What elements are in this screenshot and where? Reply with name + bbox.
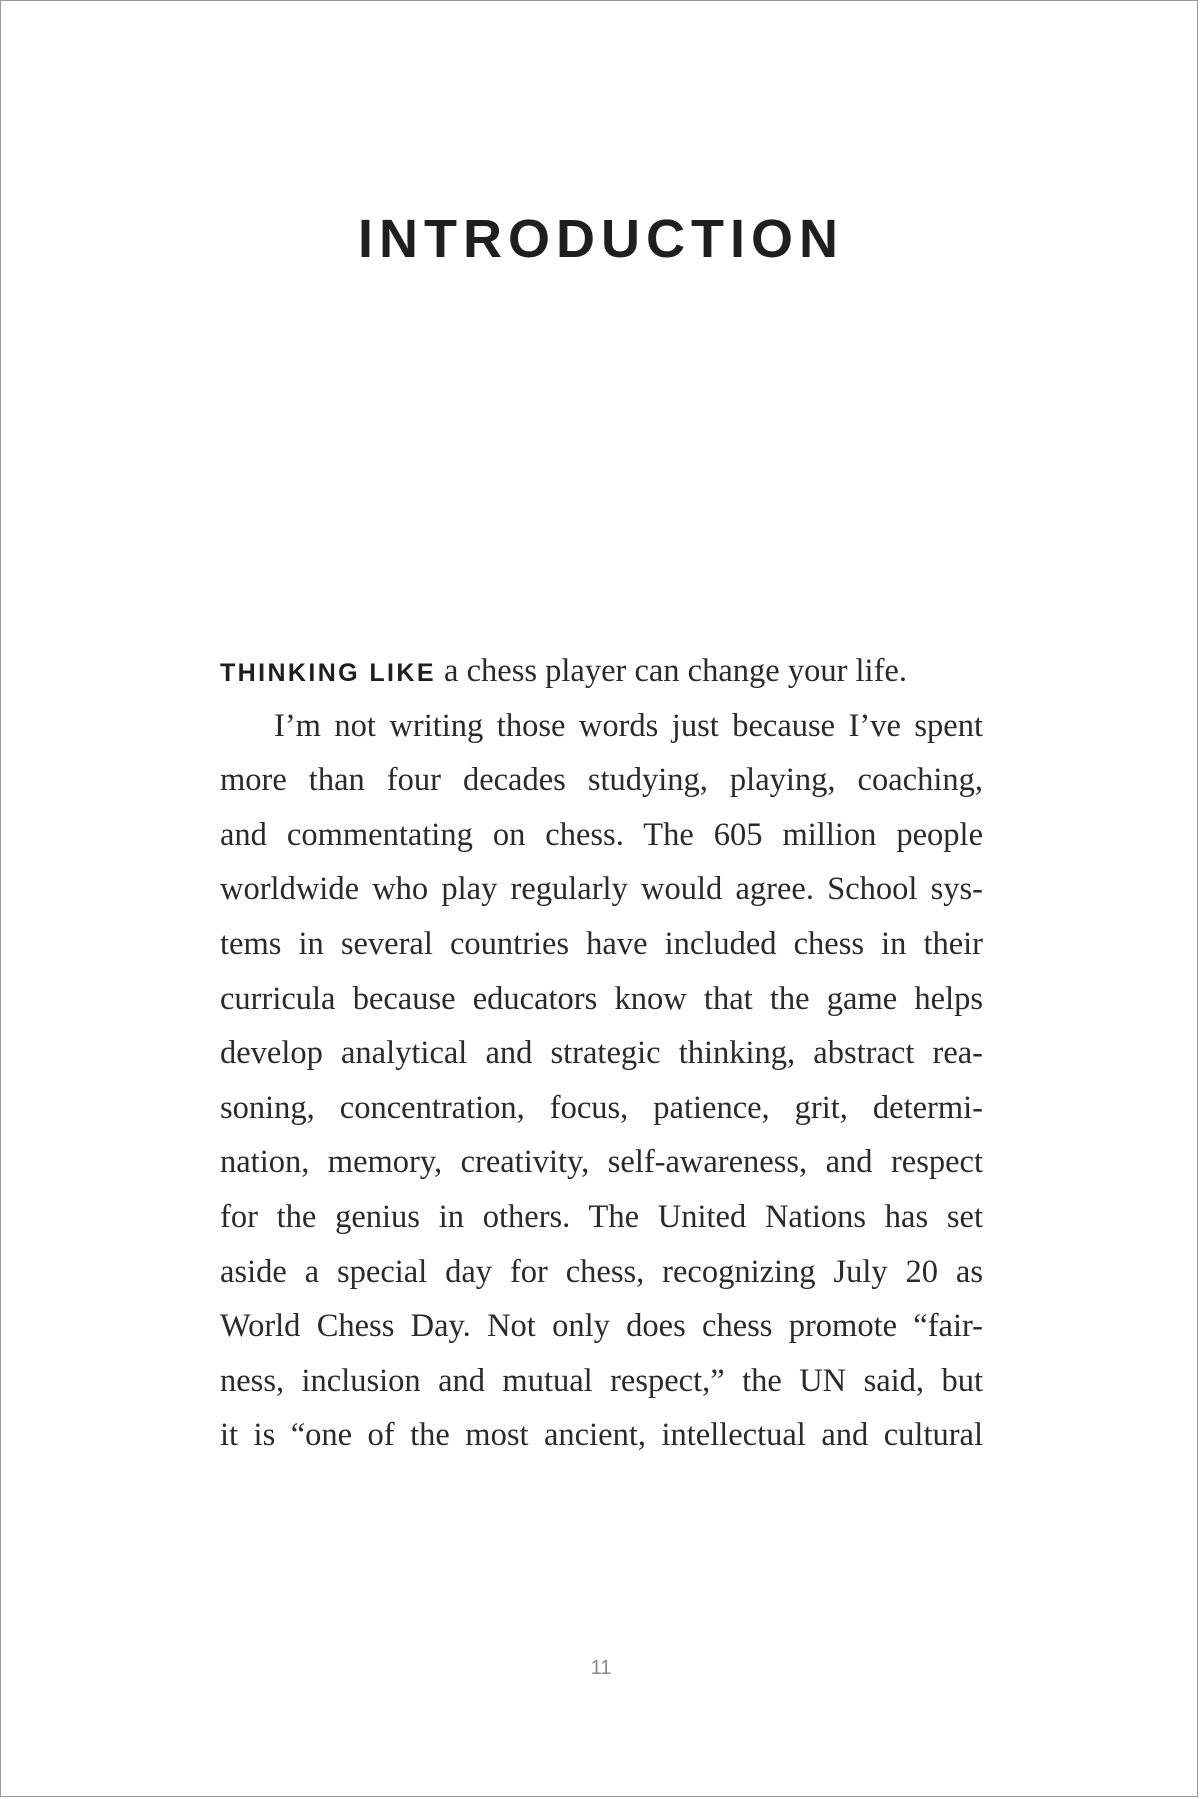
body-text xyxy=(220,644,983,1463)
text-line: for the genius in others. The United Nations has set xyxy=(220,1198,983,1235)
chapter-title: INTRODUCTION xyxy=(358,209,844,269)
text-line: nation, memory, creativity, self-awareness, and respect xyxy=(220,1144,983,1181)
text-line: more than four decades studying, playing, coaching, xyxy=(220,762,983,799)
text-line: I’m not writing those words just because I’ve spent xyxy=(274,707,983,744)
text-line: tems in several countries have included chess in their xyxy=(220,925,983,962)
text-line xyxy=(220,644,983,699)
text-line: and commentating on chess. The 605 million people xyxy=(220,816,983,853)
text-line: develop analytical and strategic thinking, abstract rea- xyxy=(220,1035,983,1072)
text-line: it is “one of the most ancient, intellectual and cultural xyxy=(220,1417,983,1454)
text-line: soning, concentration, focus, patience, grit, determi- xyxy=(220,1089,983,1126)
text-line: ness, inclusion and mutual respect,” the UN said, but xyxy=(220,1362,983,1399)
text-line-content: a chess player can change your life. xyxy=(435,653,907,689)
text-line: worldwide who play regularly would agree. School sys- xyxy=(220,871,983,908)
page-number: 11 xyxy=(590,1657,612,1679)
text-line: aside a special day for chess, recognizing July 20 as xyxy=(220,1253,983,1290)
text-line: curricula because educators know that the game helps xyxy=(220,980,983,1017)
text-line: World Chess Day. Not only does chess promote “fair- xyxy=(220,1308,983,1345)
lead-in: THINKING LIKE xyxy=(220,659,436,687)
